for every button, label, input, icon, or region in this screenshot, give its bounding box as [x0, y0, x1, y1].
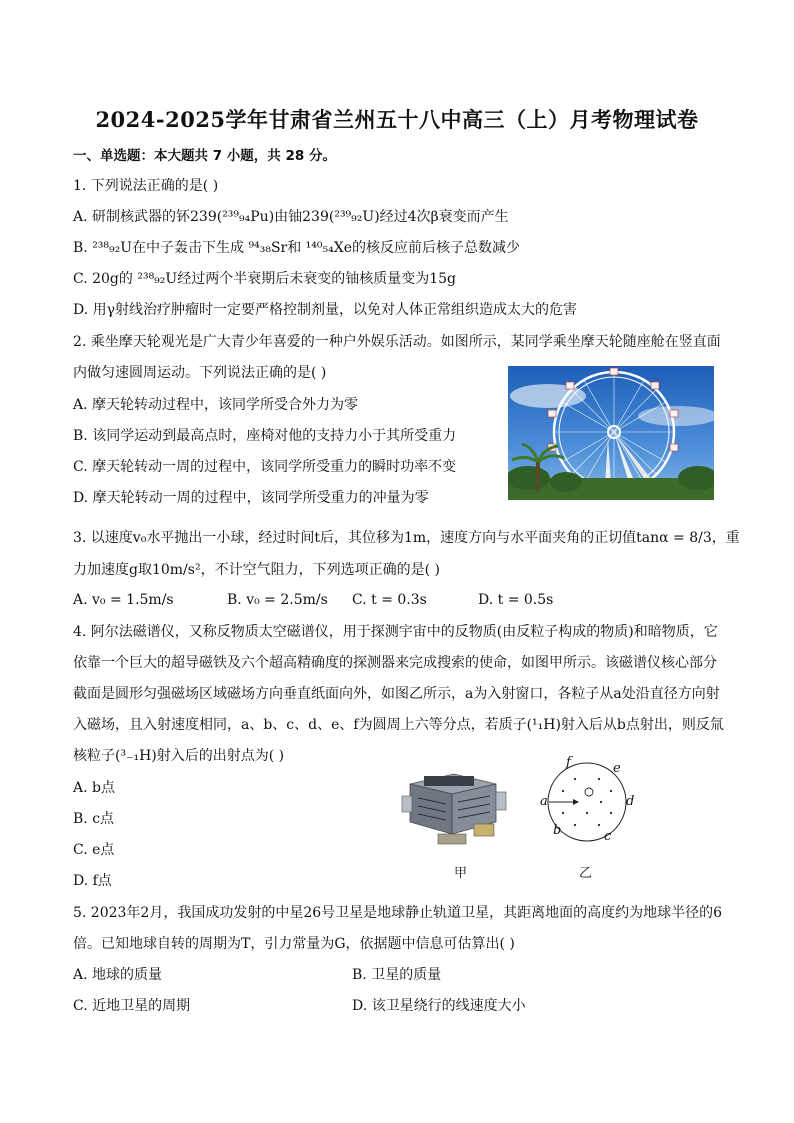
q5-option-a: A. 地球的质量	[73, 967, 163, 983]
q4-option-d: D. f点	[73, 873, 112, 889]
q2-option-b: B. 该同学运动到最高点时，座椅对他的支持力小于其所受重力	[73, 428, 457, 444]
section-heading: 一、单选题：本大题共 7 小题，共 28 分。	[73, 148, 336, 164]
q4-stem-line4: 入磁场，且入射速度相同，a、b、c、d、e、f为圆周上六等分点，若质子(¹₁H)射入后从b点射出，则反氚	[73, 717, 724, 733]
ferris-wheel-photo	[508, 366, 714, 500]
q1-option-b: B. ²³⁸₉₂U在中子轰击下生成 ⁹⁴₃₈Sr和 ¹⁴⁰₅₄Xe的核反应前后核子总数减少	[73, 240, 520, 256]
point-label-a: a	[540, 794, 548, 809]
q4-option-c: C. e点	[73, 842, 115, 858]
point-label-c: c	[604, 829, 612, 844]
point-label-f: f	[566, 755, 571, 770]
q3-option-d: D. t = 0.5s	[478, 592, 554, 608]
q1-stem: 1. 下列说法正确的是( )	[73, 178, 219, 194]
q3-stem-line2: 力加速度g取10m/s²，不计空气阻力，下列选项正确的是( )	[73, 562, 440, 578]
point-label-e: e	[613, 761, 621, 776]
figure-caption-yi: 乙	[579, 866, 593, 881]
q4-stem-line5: 核粒子(³₋₁H)射入后的出射点为( )	[73, 748, 285, 764]
q2-option-a: A. 摩天轮转动过程中，该同学所受合外力为零	[73, 397, 359, 413]
q4-option-b: B. c点	[73, 811, 115, 827]
page-title: 2024-2025学年甘肃省兰州五十八中高三（上）月考物理试卷	[95, 107, 699, 132]
q5-option-c: C. 近地卫星的周期	[73, 998, 191, 1014]
q5-option-b: B. 卫星的质量	[352, 967, 442, 983]
q3-option-c: C. t = 0.3s	[352, 592, 427, 608]
q5-stem-line2: 倍。已知地球自转的周期为T，引力常量为G，依据题中信息可估算出( )	[73, 936, 515, 952]
q4-option-a: A. b点	[73, 780, 115, 796]
q5-stem-line1: 5. 2023年2月，我国成功发射的中星26号卫星是地球静止轨道卫星，其距离地面的高度约为地球半径的6	[73, 905, 723, 921]
q3-stem-line1: 3. 以速度v₀水平抛出一小球，经过时间t后，其位移为1m，速度方向与水平面夹角的正切值tanα = 8/3，重	[73, 530, 740, 546]
q3-option-b: B. v₀ = 2.5m/s	[227, 592, 328, 608]
q3-option-a: A. v₀ = 1.5m/s	[73, 592, 174, 608]
q5-option-d: D. 该卫星绕行的线速度大小	[352, 998, 526, 1014]
q4-stem-line2: 依靠一个巨大的超导磁铁及六个超高精确度的探测器来完成搜索的使命，如图甲所示。该磁谱仪核心部分	[73, 655, 717, 671]
spectrometer-figure	[398, 768, 510, 850]
point-label-b: b	[553, 823, 562, 838]
q4-stem-line3: 截面是圆形匀强磁场区域磁场方向垂直纸面向外，如图乙所示，a为入射窗口，各粒子从a处沿直径方向射	[73, 686, 720, 702]
q2-stem-line2: 内做匀速圆周运动。下列说法正确的是( )	[73, 365, 327, 381]
q4-stem-line1: 4. 阿尔法磁谱仪，又称反物质太空磁谱仪，用于探测宇宙中的反物质(由反粒子构成的物质)和暗物质，它	[73, 624, 718, 640]
q1-option-a: A. 研制核武器的钚239(²³⁹₉₄Pu)由铀239(²³⁹₉₂U)经过4次β衰变而产生	[73, 209, 509, 225]
q2-stem-line1: 2. 乘坐摩天轮观光是广大青少年喜爱的一种户外娱乐活动。如图所示，某同学乘坐摩天轮随座舱在竖直面	[73, 334, 721, 350]
point-label-d: d	[626, 794, 635, 809]
q1-option-d: D. 用γ射线治疗肿瘤时一定要严格控制剂量，以免对人体正常组织造成太大的危害	[73, 302, 577, 318]
q1-option-c: C. 20g的 ²³⁸₉₂U经过两个半衰期后未衰变的铀核质量变为15g	[73, 271, 456, 287]
q2-option-c: C. 摩天轮转动一周的过程中，该同学所受重力的瞬时功率不变	[73, 459, 457, 475]
figure-caption-jia: 甲	[454, 866, 468, 881]
q2-option-d: D. 摩天轮转动一周的过程中，该同学所受重力的冲量为零	[73, 490, 429, 506]
